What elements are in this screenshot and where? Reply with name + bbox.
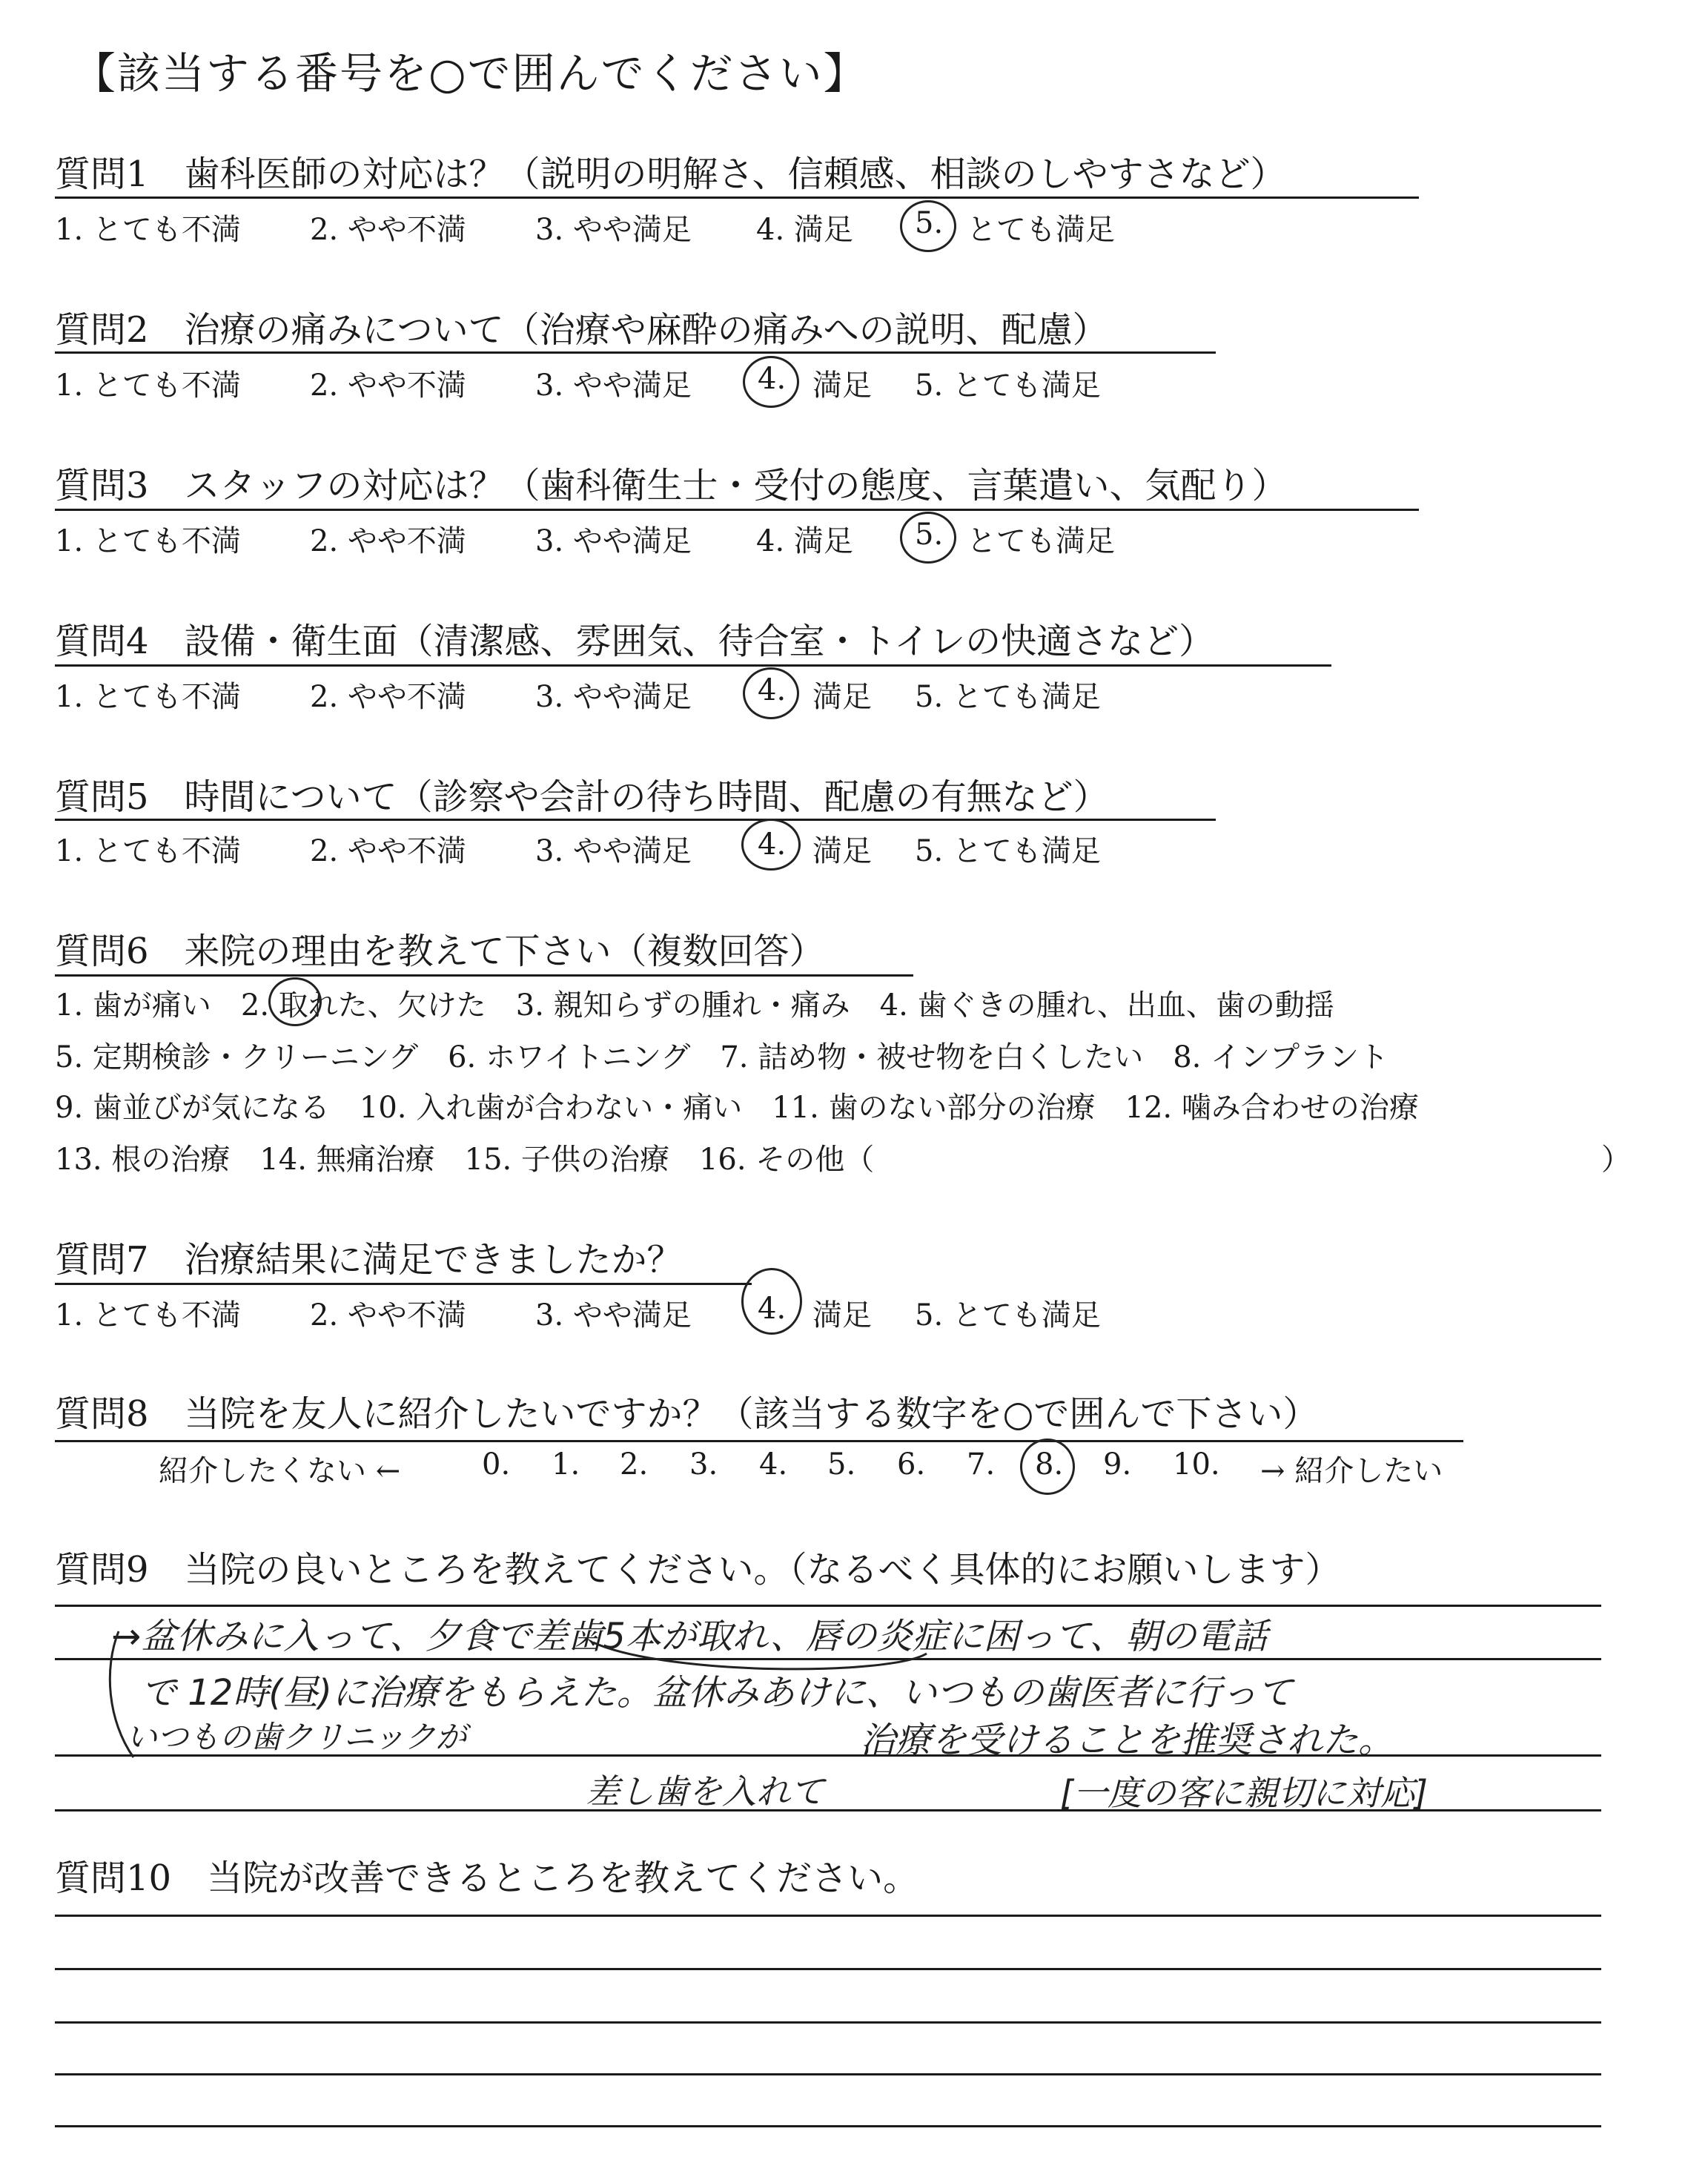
q1-option-3[interactable]: 3. やや満足	[535, 213, 692, 247]
q3-option-5[interactable]: 5.	[915, 518, 944, 552]
q5-option-4[interactable]: 4.	[758, 828, 787, 862]
q5-selection-circle	[741, 819, 801, 871]
q1-option-5[interactable]: 5.	[915, 206, 944, 240]
q8-scale-9[interactable]: 9.	[1103, 1447, 1132, 1482]
q6-options-row-1[interactable]: 1. 歯が痛い 2. 取れた、欠けた 3. 親知らずの腫れ・痛み 4. 歯ぐきの腫れ、出血、歯の動揺	[55, 988, 1334, 1023]
q5-option-4-label: 満足	[812, 834, 872, 868]
q10-answer-line-1[interactable]	[55, 1915, 1601, 1917]
q4-option-2[interactable]: 2. やや不満	[310, 680, 466, 714]
q4-option-5[interactable]: 5. とても満足	[915, 680, 1101, 714]
question-10-heading: 質問10 当院が改善できるところを教えてください。	[55, 1857, 919, 1899]
q7-option-2[interactable]: 2. やや不満	[310, 1298, 466, 1332]
question-1-heading: 質問1 歯科医師の対応は？（説明の明解さ、信頼感、相談のしやすさなど）	[55, 153, 1286, 195]
q6-selection-circle	[268, 977, 322, 1026]
question-8-heading: 質問8 当院を友人に紹介したいですか？（該当する数字を○で囲んで下さい）	[55, 1393, 1319, 1435]
question-4-heading: 質問4 設備・衛生面（清潔感、雰囲気、待合室・トイレの快適さなど）	[55, 621, 1215, 662]
q7-option-5[interactable]: 5. とても満足	[915, 1298, 1101, 1332]
q8-scale-5[interactable]: 5.	[827, 1447, 856, 1482]
q2-option-5[interactable]: 5. とても満足	[915, 369, 1101, 403]
q10-answer-line-5[interactable]	[55, 2125, 1601, 2127]
q10-answer-line-4[interactable]	[55, 2073, 1601, 2075]
q4-option-3[interactable]: 3. やや満足	[535, 680, 692, 714]
q9-handwriting-line-4: 治療を受けることを推奨された。	[860, 1720, 1394, 1761]
q8-scale-6[interactable]: 6.	[897, 1447, 926, 1482]
q10-answer-line-3[interactable]	[55, 2021, 1601, 2024]
q3-option-1[interactable]: 1. とても不満	[55, 524, 241, 558]
q6-options-row-3[interactable]: 9. 歯並びが気になる 10. 入れ歯が合わない・痛い 11. 歯のない部分の治療 12. 噛み合わせの治療	[55, 1091, 1419, 1125]
question-3-underline	[55, 509, 1419, 511]
q2-option-3[interactable]: 3. やや満足	[535, 369, 692, 403]
question-5-underline	[55, 819, 1216, 821]
q9-handwriting-line-1: →盆休みに入って、夕食で差歯5本が取れ、唇の炎症に困って、朝の電話	[111, 1616, 1268, 1657]
q8-left-label: 紹介したくない ←	[159, 1454, 401, 1488]
q2-option-2[interactable]: 2. やや不満	[310, 369, 466, 403]
question-7-heading: 質問7 治療結果に満足できましたか？	[55, 1239, 683, 1281]
q3-option-4[interactable]: 4. 満足	[756, 524, 853, 558]
q9-handwriting-line-6: [一度の客に親切に対応]	[1060, 1773, 1428, 1813]
question-3-heading: 質問3 スタッフの対応は？（歯科衛生士・受付の態度、言葉遣い、気配り）	[55, 465, 1288, 506]
q9-handwriting-line-5: 差し歯を入れて	[586, 1771, 824, 1811]
q8-scale-3[interactable]: 3.	[689, 1447, 718, 1482]
q5-option-5[interactable]: 5. とても満足	[915, 834, 1101, 868]
q8-scale-10[interactable]: 10.	[1173, 1447, 1220, 1482]
q8-scale-7[interactable]: 7.	[967, 1447, 996, 1482]
q10-answer-line-2[interactable]	[55, 1968, 1601, 1970]
q9-answer-line-1	[55, 1605, 1601, 1607]
q8-scale-4[interactable]: 4.	[759, 1447, 788, 1482]
q8-scale-0[interactable]: 0.	[482, 1447, 511, 1482]
q4-option-4-label: 満足	[812, 680, 872, 714]
question-7-underline	[55, 1283, 752, 1285]
question-5-heading: 質問5 時間について（診察や会計の待ち時間、配慮の有無など）	[55, 776, 1109, 818]
q2-option-4[interactable]: 4.	[758, 362, 787, 396]
q5-option-2[interactable]: 2. やや不満	[310, 834, 466, 868]
q1-selection-circle	[900, 200, 956, 252]
question-8-underline	[55, 1440, 1463, 1442]
q6-options-row-2[interactable]: 5. 定期検診・クリーニング 6. ホワイトニング 7. 詰め物・被せ物を白くしたい 8. インプラント	[55, 1040, 1389, 1074]
q7-option-4[interactable]: 4.	[758, 1292, 787, 1326]
q4-selection-circle	[743, 667, 799, 719]
q6-other-close-paren: ）	[1601, 1143, 1631, 1177]
q7-option-3[interactable]: 3. やや満足	[535, 1298, 692, 1332]
question-2-underline	[55, 351, 1216, 354]
q8-right-label: → 紹介したい	[1260, 1454, 1443, 1488]
q2-selection-circle	[743, 356, 799, 408]
question-9-heading: 質問9 当院の良いところを教えてください。（なるべく具体的にお願いします）	[55, 1549, 1341, 1591]
question-6-heading: 質問6 来院の理由を教えて下さい（複数回答）	[55, 931, 825, 972]
q4-option-1[interactable]: 1. とても不満	[55, 680, 241, 714]
q3-option-5-label: とても満足	[967, 524, 1115, 558]
q8-scale-2[interactable]: 2.	[620, 1447, 649, 1482]
q3-option-2[interactable]: 2. やや不満	[310, 524, 466, 558]
question-4-underline	[55, 664, 1331, 667]
q1-option-5-label: とても満足	[967, 213, 1115, 247]
q1-option-4[interactable]: 4. 満足	[756, 213, 853, 247]
q9-handwriting-line-3: いつもの歯クリニックが	[126, 1719, 467, 1755]
question-2-heading: 質問2 治療の痛みについて（治療や麻酔の痛みへの説明、配慮）	[55, 309, 1108, 351]
q7-option-4-label: 満足	[812, 1298, 872, 1332]
q3-selection-circle	[900, 512, 956, 564]
q6-options-row-4[interactable]: 13. 根の治療 14. 無痛治療 15. 子供の治療 16. その他（	[55, 1143, 875, 1177]
q4-option-4[interactable]: 4.	[758, 673, 787, 707]
q8-selection-circle	[1020, 1439, 1075, 1495]
page-title: 【該当する番号を○で囲んでください】	[73, 48, 868, 99]
q2-option-4-label: 満足	[812, 369, 872, 403]
q8-scale-8[interactable]: 8.	[1035, 1447, 1064, 1482]
question-6-underline	[55, 974, 913, 977]
q1-option-2[interactable]: 2. やや不満	[310, 213, 466, 247]
q7-selection-circle	[741, 1268, 802, 1335]
q9-handwriting-strokes	[104, 1609, 934, 1780]
q2-option-1[interactable]: 1. とても不満	[55, 369, 241, 403]
question-1-underline	[55, 196, 1419, 199]
q5-option-1[interactable]: 1. とても不満	[55, 834, 241, 868]
q1-option-1[interactable]: 1. とても不満	[55, 213, 241, 247]
q9-handwriting-line-2: で 12時(昼)に治療をもらえた。盆休みあけに、いつもの歯医者に行って	[141, 1672, 1293, 1714]
q7-option-1[interactable]: 1. とても不満	[55, 1298, 241, 1332]
q5-option-3[interactable]: 3. やや満足	[535, 834, 692, 868]
q3-option-3[interactable]: 3. やや満足	[535, 524, 692, 558]
q8-scale-1[interactable]: 1.	[552, 1447, 580, 1482]
